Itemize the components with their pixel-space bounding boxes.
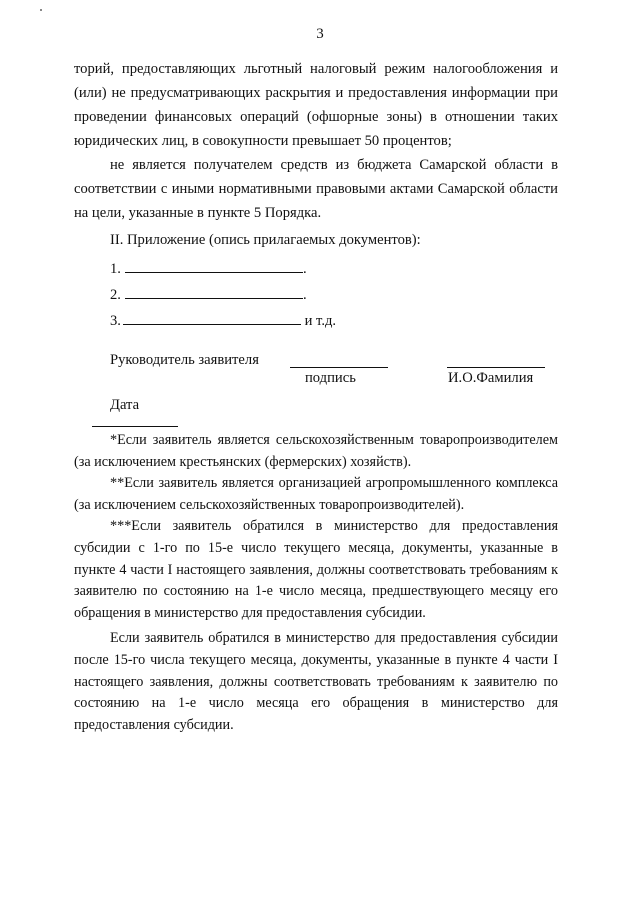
appendix-item-number: 2.: [110, 287, 121, 303]
signature-line: [290, 367, 388, 368]
appendix-item-tail: и т.д.: [300, 313, 337, 329]
head-label: Руководитель заявителя: [110, 352, 259, 368]
date-label: Дата: [110, 397, 140, 413]
scan-dot: [40, 9, 42, 11]
intro-paragraph-2: не является получателем средств из бюджета Самарской области в соответствии с иными нормативными правовыми актами Самарской области на цели, указанные в пункте 5 Порядка.: [74, 157, 558, 221]
appendix-item-3: [110, 310, 336, 330]
appendix-item-number: 3.: [110, 313, 121, 329]
blank-line: [125, 258, 303, 273]
footnotes: [74, 430, 558, 736]
name-caption: И.О.Фамилия: [448, 370, 534, 386]
blank-line: [125, 284, 303, 299]
name-line: [447, 367, 545, 368]
footnote-4: Если заявитель обратился в министерство для предоставления субсидии после 15-го числа текущего месяца, документы, указанные в пункте 4 части I настоящего заявления, должны соответствовать требованиям к заявителю по состоянию на 1-е число месяца его обращения в министерство для предоставления субсидии.: [74, 630, 558, 733]
footnote-2: **Если заявитель является организацией агропромышленного комплекса (за исключением сельскохозяйственных товаропроизводителей).: [74, 475, 558, 513]
appendix-heading: II. Приложение (опись прилагаемых документов):: [110, 232, 421, 248]
appendix-item-tail: .: [302, 261, 307, 277]
blank-line: [123, 310, 301, 325]
footnote-1: *Если заявитель является сельскохозяйственным товаропроизводителем (за исключением крестьянских (фермерских) хозяйств).: [74, 432, 558, 470]
appendix-item-1: [110, 258, 307, 278]
signature-caption: подпись: [305, 370, 356, 386]
intro-text: [74, 57, 558, 225]
page-number: 3: [316, 26, 324, 42]
appendix-item-number: 1.: [110, 261, 121, 277]
appendix-item-2: [110, 284, 307, 304]
intro-paragraph-1: торий, предоставляющих льготный налоговый режим налогообложения и (или) не предусматривающих раскрытия и предоставления информации при проведении финансовых операций (офшорные зоны) в отношении таких юридических лиц, в совокупности превышает 50 процентов;: [74, 61, 558, 149]
appendix-item-tail: .: [302, 287, 307, 303]
footnote-3: ***Если заявитель обратился в министерство для предоставления субсидии с 1-го по 15-е число текущего месяца, документы, указанные в пункте 4 части I настоящего заявления, должны соответствовать требованиям к заявителю по состоянию на 1-е число месяца, предшествующего месяцу его обращения в министерство для предоставления субсидии.: [74, 518, 558, 621]
footnote-separator: [92, 426, 178, 427]
